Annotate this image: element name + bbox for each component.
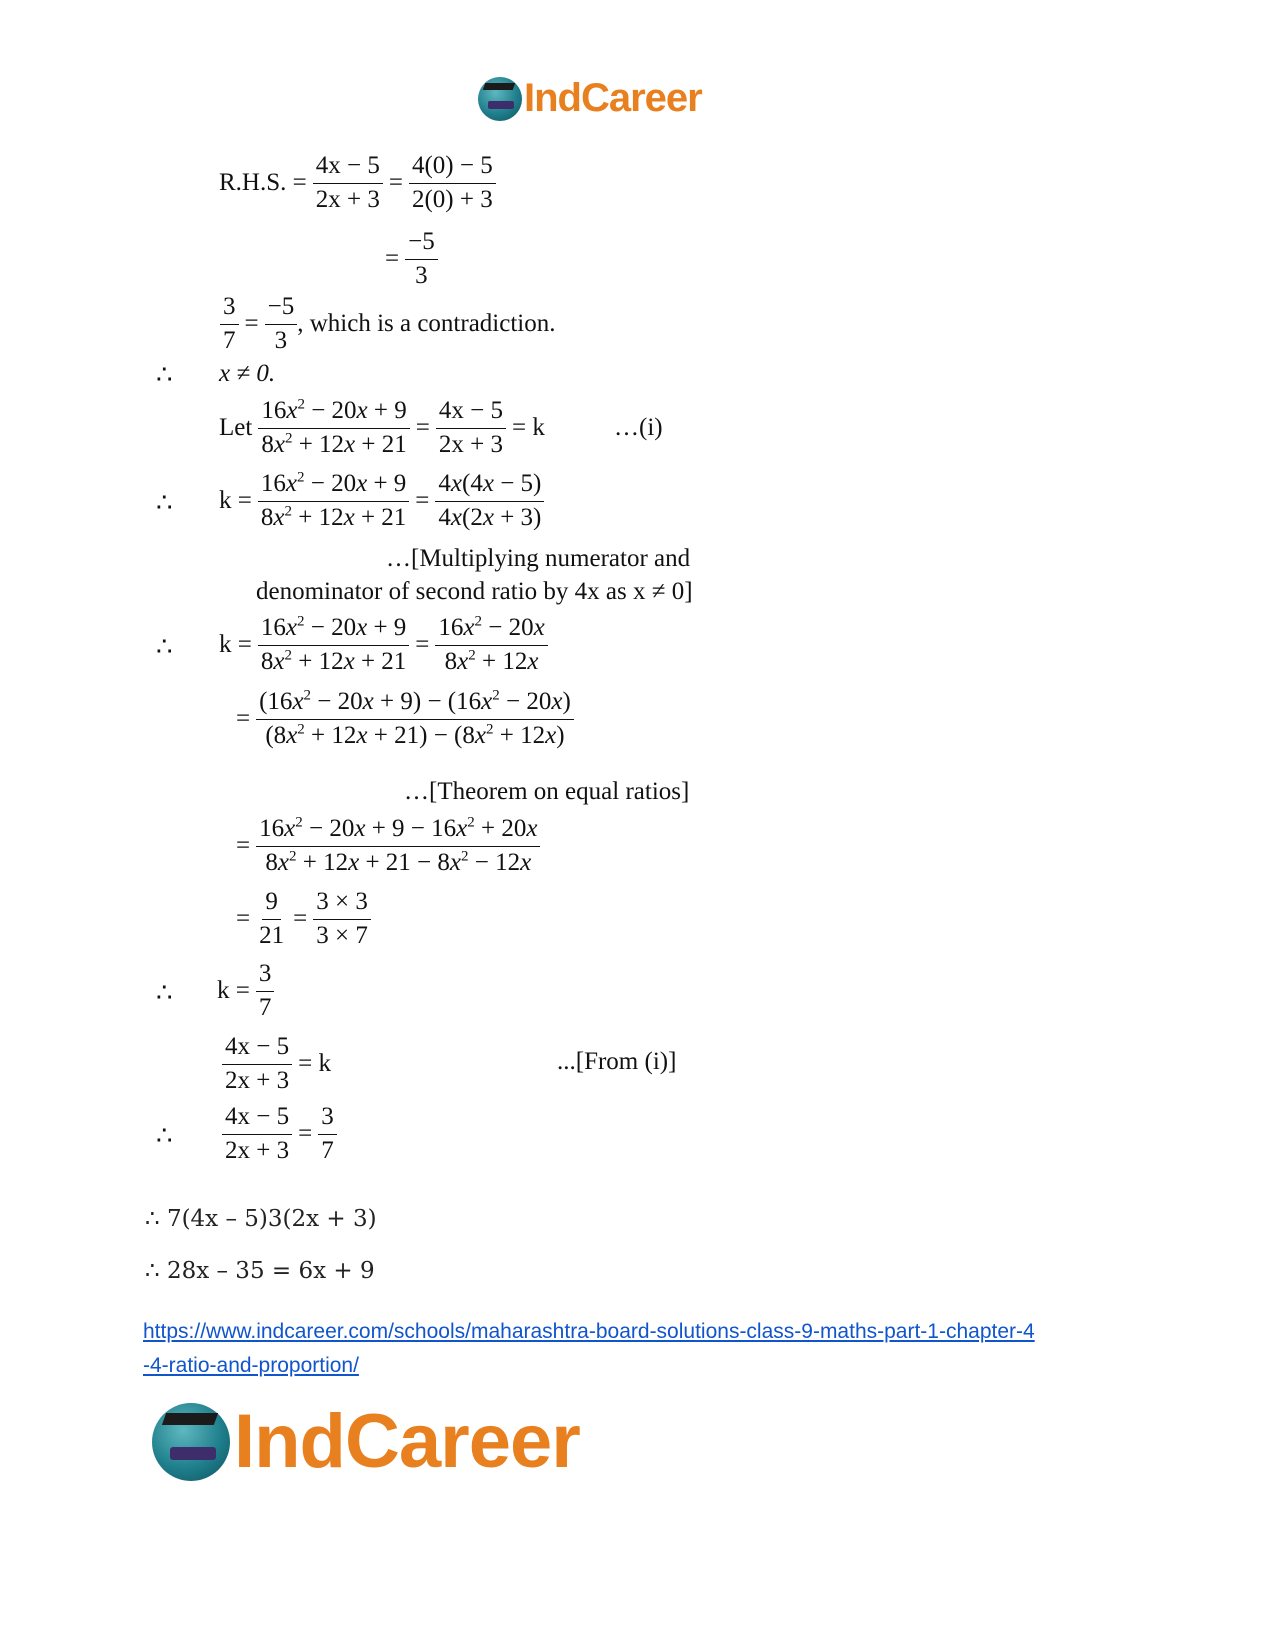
k-equation-2: k = $\frac{16x^2 - 20x + 9}{8x^2 + 12x + 21}$ = $\frac{16x^2 - 20x}{8x^2 + 12x}$ — [219, 614, 554, 677]
equal-ratios-step: = $\frac{(16x^2 - 20x + 9) - (16x^2 - 20x)}{(8x^2 + 12x + 21) - (8x^2 + 12x)}$ — [236, 688, 580, 751]
source-link-line-2[interactable]: -4-ratio-and-proportion/ — [143, 1354, 359, 1377]
globe-icon — [478, 77, 522, 121]
fraction: $\frac{3}{7}$ — [220, 293, 239, 356]
note-multiplying-2: denominator of second ratio by 4x as x ≠ 0] — [256, 578, 693, 605]
fraction: $\frac{-5}{3}$ — [265, 293, 298, 356]
x-not-zero: x ≠ 0. — [219, 360, 276, 387]
fraction: $\frac{4x - 5}{2x + 3}$ — [313, 152, 383, 215]
fraction: $\frac{16x^2 - 20x + 9}{8x^2 + 12x + 21}$ — [258, 470, 409, 533]
source-link[interactable] — [143, 1315, 1035, 1383]
rhs-equation: R.H.S. = $\frac{4x - 5}{2x + 3}$ = $\frac{4(0) - 5}{2(0) + 3}$ — [219, 152, 502, 215]
therefore-symbol: ∴ — [156, 488, 173, 517]
logo-wordmark: IndCareer — [524, 76, 702, 120]
final-ratio: $\frac{4x - 5}{2x + 3}$ = $\frac{3}{7}$ — [216, 1103, 343, 1166]
note-theorem: …[Theorem on equal ratios] — [404, 778, 690, 805]
expanded-step: = $\frac{16x^2 - 20x + 9 - 16x^2 + 20x}{8x^2 + 12x + 21 - 8x^2 - 12x}$ — [236, 815, 546, 878]
fraction: $\frac{-5}{3}$ — [405, 228, 438, 291]
header-logo — [478, 76, 702, 121]
rhs-result: = $\frac{-5}{3}$ — [385, 228, 444, 291]
fraction: $\frac{3}{7}$ — [256, 960, 275, 1023]
footer-logo — [152, 1398, 580, 1485]
therefore-symbol: ∴ — [156, 978, 173, 1007]
fraction: $\frac{9}{21}$ — [259, 888, 285, 949]
fraction: $\frac{3 \times 3}{3 \times 7}$ — [313, 888, 371, 951]
fraction: $\frac{(16x^2 - 20x + 9) - (16x^2 - 20x)}{(8x^2 + 12x + 21) - (8x^2 + 12x)}$ — [256, 688, 574, 751]
therefore-symbol: ∴ — [156, 360, 173, 389]
expand-line: ∴ 28x – 35 = 6x + 9 — [145, 1258, 375, 1284]
fraction: $\frac{4x - 5}{2x + 3}$ — [436, 397, 506, 460]
contradiction-line: $\frac{3}{7}$ = $\frac{-5}{3}$ , which is a contradiction. — [214, 293, 555, 356]
therefore-symbol: ∴ — [156, 632, 173, 661]
cross-multiply-line: ∴ 7(4x – 5)3(2x + 3) — [145, 1206, 377, 1232]
note-from-i: ...[From (i)] — [557, 1048, 677, 1075]
equals-k: = k — [511, 414, 545, 442]
k-value: k = $\frac{3}{7}$ — [217, 960, 280, 1023]
fraction: $\frac{16x^2 - 20x + 9}{8x^2 + 12x + 21}$ — [258, 397, 409, 460]
fraction: $\frac{4x - 5}{2x + 3}$ — [222, 1033, 292, 1096]
simplify-step: = $\frac{9}{21}$ = $\frac{3 \times 3}{3 \times 7}$ — [236, 888, 377, 951]
therefore-symbol: ∴ — [156, 1121, 173, 1150]
globe-icon — [152, 1403, 230, 1481]
let-equation: Let $\frac{16x^2 - 20x + 9}{8x^2 + 12x + 21}$ = $\frac{4x - 5}{2x + 3}$ = k — [219, 396, 545, 458]
contradiction-text: , which is a contradiction. — [297, 310, 556, 338]
from-i-equation: $\frac{4x - 5}{2x + 3}$ = k — [216, 1033, 331, 1096]
let-label: Let — [219, 414, 253, 442]
source-link-line-1[interactable]: https://www.indcareer.com/schools/maharashtra-board-solutions-class-9-maths-part-1-chapter-4 — [143, 1320, 1035, 1343]
note-multiplying-1: …[Multiplying numerator and — [386, 545, 691, 572]
fraction: $\frac{4x - 5}{2x + 3}$ — [222, 1103, 292, 1166]
fraction: $\frac{3}{7}$ — [318, 1103, 337, 1166]
fraction: $\frac{16x^2 - 20x + 9}{8x^2 + 12x + 21}$ — [258, 614, 409, 677]
fraction: $\frac{16x^2 - 20x + 9 - 16x^2 + 20x}{8x^2 + 12x + 21 - 8x^2 - 12x}$ — [256, 815, 540, 878]
fraction: $\frac{4x(4x - 5)}{4x(2x + 3)}$ — [435, 470, 544, 533]
fraction: $\frac{4(0) - 5}{2(0) + 3}$ — [409, 152, 496, 215]
k-equation-1: k = $\frac{16x^2 - 20x + 9}{8x^2 + 12x + 21}$ = $\frac{4x(4x - 5)}{4x(2x + 3)}$ — [219, 470, 550, 533]
logo-wordmark: IndCareer — [234, 1399, 580, 1484]
rhs-label: R.H.S. = — [219, 169, 307, 197]
equation-ref-i: …(i) — [614, 414, 663, 441]
fraction: $\frac{16x^2 - 20x}{8x^2 + 12x}$ — [435, 614, 547, 677]
